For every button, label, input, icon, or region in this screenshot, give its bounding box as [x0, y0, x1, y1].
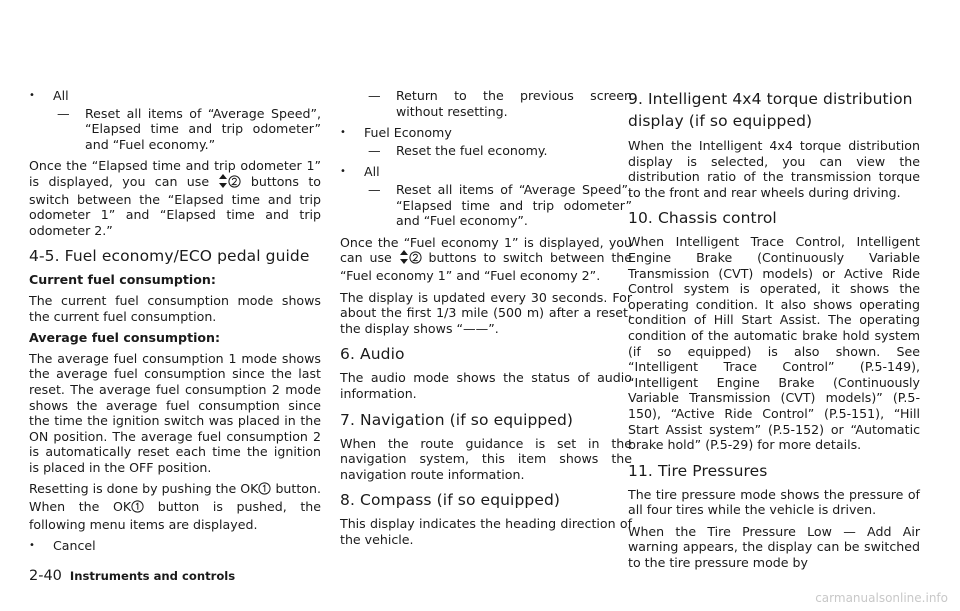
- sub-item: — Reset the fuel economy.: [368, 142, 548, 158]
- paragraph: This display indicates the heading direction of the vehicle.: [340, 516, 632, 547]
- section-heading: 4-5. Fuel economy/ECO pedal guide: [29, 247, 310, 266]
- sub-item: — Reset all items of “Average Speed”, “Elapsed time and trip odometer” and “Fuel economy.”: [57, 105, 321, 152]
- section-heading: 10. Chassis control: [628, 209, 777, 228]
- paragraph: The average fuel consumption 1 mode shows the average fuel consumption since the last reset. The average fuel consumption 2 mode shows the average fuel consumption since the time the ignition switch was placed in the ON position. The average fuel consumption 2 is automatically reset each time the ignition is placed in the OFF position.: [29, 350, 321, 475]
- section-heading: 11. Tire Pressures: [628, 461, 768, 480]
- section-heading: 6. Audio: [340, 345, 405, 364]
- paragraph: Resetting is done by pushing the OK button. When the OK button is pushed, the following menu items are displayed.: [29, 481, 321, 532]
- page-footer: [29, 568, 235, 584]
- paragraph: The audio mode shows the status of audio information.: [340, 370, 632, 401]
- paragraph: Once the “Elapsed time and trip odometer 1” is displayed, you can use buttons to switch between the “Elapsed time and trip odometer 1” and “Elapsed time and trip odometer 2.”: [29, 158, 321, 238]
- sub-item: — Reset all items of “Average Speed”, “Elapsed time and trip odometer” and “Fuel economy”.: [368, 181, 632, 229]
- paragraph: The tire pressure mode shows the pressure of all four tires while the vehicle is driven.: [628, 486, 920, 518]
- watermark: carmanualsonline.info: [815, 591, 948, 605]
- paragraph: Once the “Fuel economy 1” is displayed, you can use buttons to switch between the “Fuel economy 1” and “Fuel economy 2”.: [340, 234, 632, 283]
- list-item: • All: [29, 88, 321, 104]
- paragraph: When the Tire Pressure Low — Add Air warning appears, the display can be switched to the tire pressure mode by: [628, 523, 920, 571]
- column-2: [340, 88, 632, 553]
- label: Average fuel consumption:: [29, 330, 221, 346]
- list-item: • Cancel: [29, 538, 321, 554]
- paragraph: When Intelligent Trace Control, Intelligent Engine Brake (Continuously Variable Transmission (CVT) models) or Active Ride Control system is operated, it shows the operating condition. It also shows operating condition of Hill Start Assist. The operating condition of the automatic brake hold system (if so equipped) is also shown. See “Intelligent Trace Control” (P.5-149), “Intelligent Engine Brake (Continuously Variable Transmission (CVT) models)” (P.5-150), “Active Ride Control” (P.5-151), “Hill Start Assist system” (P.5-152) or “Automatic brake hold” (P.5-29) for more details.: [628, 234, 920, 453]
- label: Current fuel consumption:: [29, 272, 216, 288]
- section-title: Instruments and controls: [69, 569, 236, 583]
- paragraph: When the route guidance is set in the navigation system, this item shows the navigation route information.: [340, 435, 632, 482]
- page-number: 2-40: [29, 568, 62, 584]
- section-heading: 9. Intelligent 4x4 torque distribution display (if so equipped): [628, 90, 913, 130]
- list-item: • All: [340, 164, 632, 180]
- circled-1-icon: [258, 482, 271, 499]
- updown-arrow-icon: [218, 174, 228, 192]
- circled-1-icon: [131, 500, 144, 517]
- circled-2-icon: [228, 175, 241, 192]
- circled-2-icon: [409, 251, 422, 268]
- paragraph: The display is updated every 30 seconds. For about the first 1/3 mile (500 m) after a reset, the display shows “——”.: [340, 289, 632, 336]
- section-heading: 7. Navigation (if so equipped): [340, 410, 574, 429]
- section-heading: 8. Compass (if so equipped): [340, 491, 561, 510]
- paragraph: When the Intelligent 4x4 torque distribution display is selected, you can view the distribution ratio of the transmission torque to the front and rear wheels during driving.: [628, 138, 920, 200]
- column-3: [628, 88, 920, 577]
- updown-arrow-icon: [399, 250, 409, 268]
- paragraph: The current fuel consumption mode shows the current fuel consumption.: [29, 292, 321, 324]
- list-item: • Fuel Economy: [340, 125, 632, 141]
- sub-item: — Return to the previous screen without resetting.: [368, 88, 632, 119]
- column-1: [29, 88, 321, 556]
